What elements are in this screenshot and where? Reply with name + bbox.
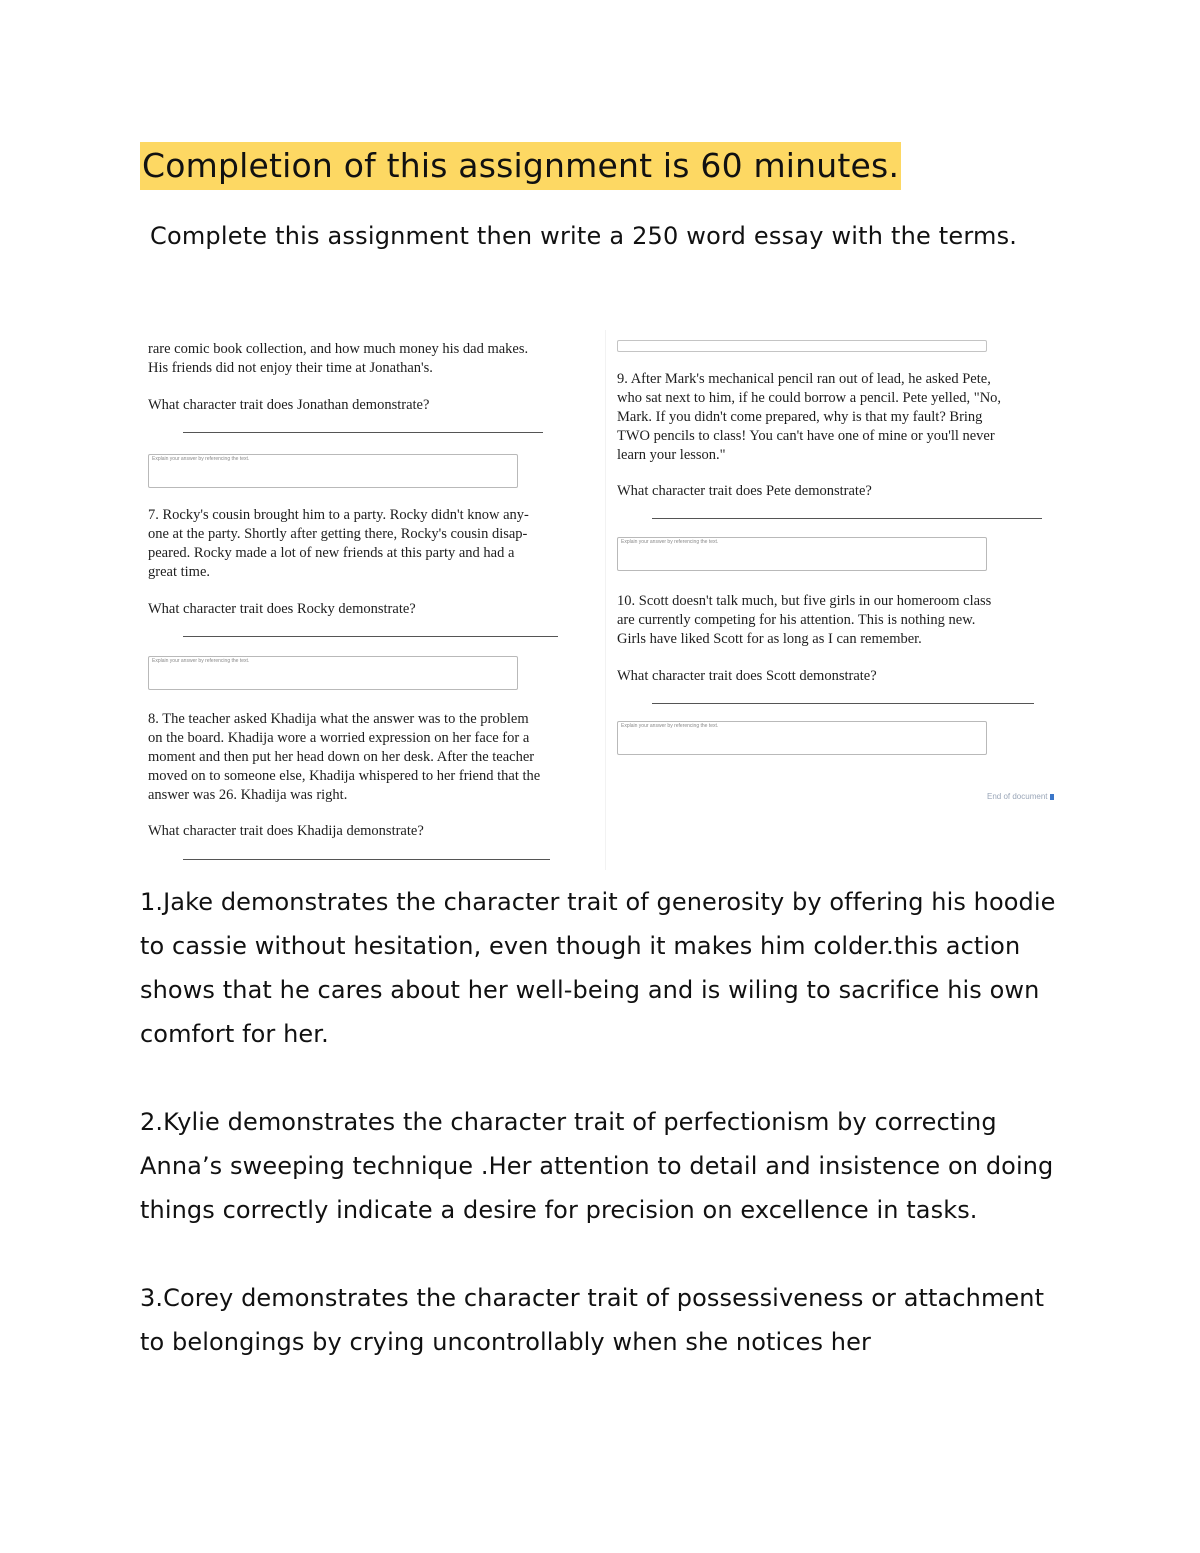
jonathan-explain-box[interactable] [148, 454, 518, 488]
question-9-text: 9. After Mark's mechanical pencil ran out of lead, he asked Pete, who sat next to him, if he could borrow a pencil. Pete yelled, "No, Mark. If you didn't come prepared, why is that my fault? Bring TWO pencils to class! You can't have one of mine or you'll never learn your lesson." [617, 371, 1002, 463]
answer-box-hint: Explain your answer by referencing the text. [152, 658, 250, 664]
rocky-answer-line[interactable] [183, 636, 558, 637]
scott-answer-line[interactable] [652, 703, 1034, 704]
pete-answer-line[interactable] [652, 518, 1042, 519]
end-of-document-marker [987, 787, 1054, 806]
khadija-question: What character trait does Khadija demonstrate? [148, 823, 424, 839]
pete-question: What character trait does Pete demonstrate? [617, 483, 872, 499]
jonathan-answer-line[interactable] [183, 432, 543, 433]
scott-question: What character trait does Scott demonstrate? [617, 668, 877, 684]
assignment-title: Completion of this assignment is 60 minutes. [140, 142, 901, 190]
answer-2: 2.Kylie demonstrates the character trait of perfectionism by correcting Anna’s sweeping technique .Her attention to detail and insistence on doing things correctly indicate a desire for precision on excellence in tasks. [140, 1108, 1054, 1224]
question-10-text: 10. Scott doesn't talk much, but five girls in our homeroom class are currently competing for his attention. This is nothing new. Girls have liked Scott for as long as I can remember. [617, 593, 992, 647]
khadija-answer-line[interactable] [183, 859, 550, 860]
rocky-question: What character trait does Rocky demonstrate? [148, 601, 416, 617]
previous-explain-box[interactable] [617, 340, 987, 352]
answer-box-hint: Explain your answer by referencing the text. [621, 539, 719, 545]
document-end-icon [1050, 794, 1054, 800]
jonathan-question: What character trait does Jonathan demonstrate? [148, 397, 430, 413]
end-of-document-label: End of document [987, 792, 1048, 801]
answers-section [140, 880, 1075, 1408]
pete-explain-box[interactable] [617, 537, 987, 571]
column-divider [605, 330, 606, 870]
scott-explain-box[interactable] [617, 721, 987, 755]
answer-3: 3.Corey demonstrates the character trait of possessiveness or attachment to belongings by crying uncontrollably when she notices her [140, 1284, 1045, 1356]
answer-box-hint: Explain your answer by referencing the text. [621, 723, 719, 729]
answer-box-hint: Explain your answer by referencing the text. [152, 456, 250, 462]
answer-1: 1.Jake demonstrates the character trait of generosity by offering his hoodie to cassie without hesitation, even though it makes him colder.this action shows that he cares about her well-being and is wiling to sacrifice his own comfort for her. [140, 888, 1056, 1048]
jonathan-story-end: rare comic book collection, and how much money his dad makes. His friends did not enjoy their time at Jonathan's. [148, 341, 529, 376]
question-7-text: 7. Rocky's cousin brought him to a party. Rocky didn't know any- one at the party. Shortly after getting there, Rocky's cousin disap- peared. Rocky made a lot of new friends at this party and had a great time. [148, 507, 529, 580]
rocky-explain-box[interactable] [148, 656, 518, 690]
assignment-instructions: Complete this assignment then write a 250 word essay with the terms. [150, 222, 1018, 250]
worksheet-image [140, 330, 1070, 870]
question-8-text: 8. The teacher asked Khadija what the answer was to the problem on the board. Khadija wore a worried expression on her face for a moment and then put her head down on her desk. After the teacher moved on to someone else, Khadija whispered to her friend that the answer was 26. Khadija was right. [148, 711, 541, 803]
